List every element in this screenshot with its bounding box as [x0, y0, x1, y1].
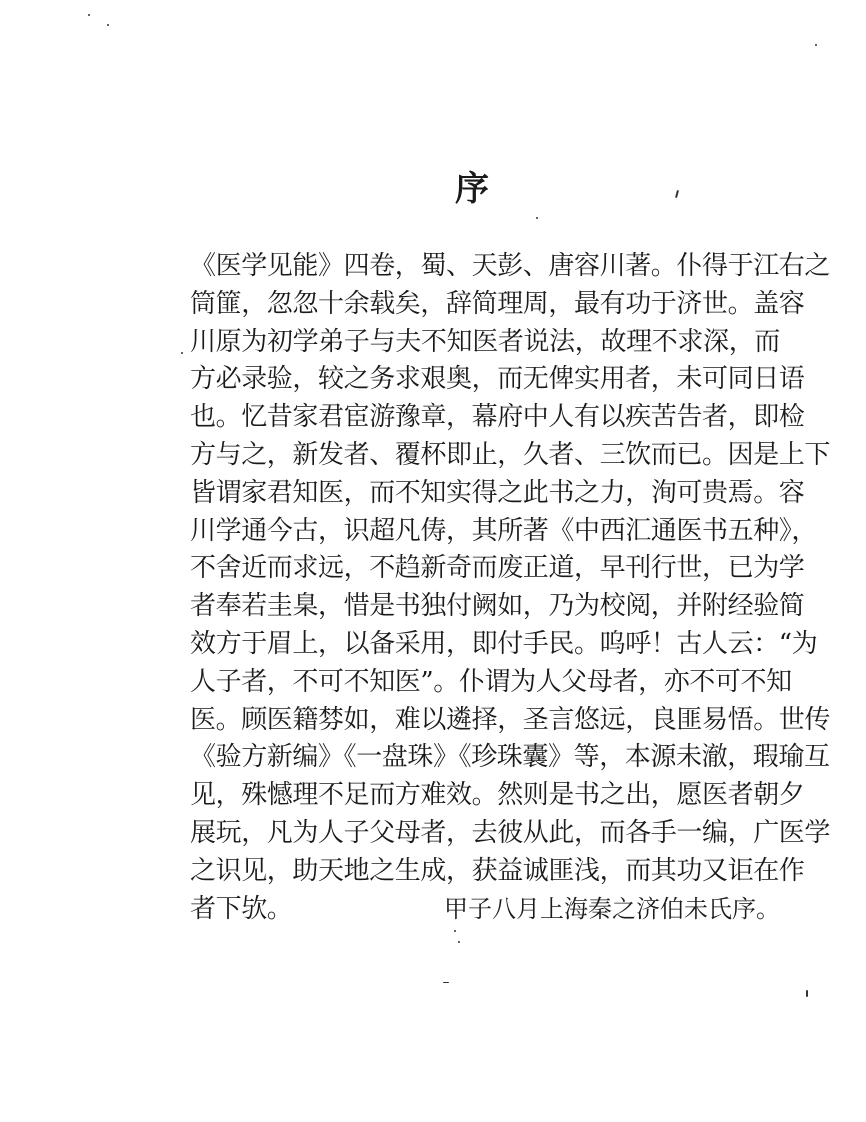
text-line: 不舍近而求远，不趋新奇而废正道，早刊行世，已为学: [190, 553, 805, 584]
text-line: 《验方新编》《一盘珠》《珍珠囊》等，本源未澈，瑕瑜互: [190, 742, 830, 773]
closing-line: [190, 891, 780, 929]
scan-speck: [454, 930, 456, 932]
text-line: 之识见，助天地之生成，获益诚匪浅，而其功又讵在作: [190, 855, 805, 886]
text-line: 也。忆昔家君宦游豫章，幕府中人有以疾苦告者，即检: [190, 402, 805, 433]
text-line: 川原为初学弟子与夫不知医者说法，故理不求深，而: [190, 326, 780, 357]
text-line: 效方于眉上，以备采用，即付手民。呜呼！古人云：“为: [190, 628, 818, 659]
page-title: 序: [455, 169, 489, 209]
closing-text: 者下欤。: [190, 893, 293, 924]
text-line: 者奉若圭臬，惜是书独付阙如，乃为校阅，并附经验简: [190, 591, 805, 622]
scan-speck: [815, 44, 817, 46]
text-line: 见，殊憾理不足而方难效。然则是书之出，愿医者朝夕: [190, 780, 805, 811]
scan-speck: [806, 990, 808, 997]
scan-speck: [458, 941, 460, 943]
text-line: 医。顾医籍棼如，难以遴择，圣言悠远，良匪易悟。世传: [190, 704, 831, 735]
text-line: 皆谓家君知医，而不知实得之此书之力，洵可贵焉。容: [190, 477, 805, 508]
text-line: 方必录验，较之务求艰奥，而无俾实用者，未可同日语: [190, 364, 805, 395]
text-line: 人子者，不可不知医”。仆谓为人父母者，亦不可不知: [190, 666, 792, 697]
preface-body: [190, 248, 831, 928]
text-line: 筒篚，忽忽十余载矣，辞简理周，最有功于济世。盖容: [190, 288, 805, 319]
text-line: 方与之，新发者、覆杯即止，久者、三饮而已。因是上下: [190, 439, 831, 470]
scan-speck: [181, 352, 183, 354]
text-line: 川学通今古，识超凡俦，其所著《中西汇通医书五种》，: [190, 515, 818, 546]
signature: 甲子八月上海秦之济伯未氏序。: [444, 894, 780, 923]
scan-speck: [675, 190, 679, 198]
scan-speck: [536, 217, 538, 219]
scan-speck: [88, 14, 90, 16]
text-line: 《医学见能》四卷，蜀、天彭、唐容川著。仆得于江右之: [190, 251, 831, 281]
scan-speck: [443, 982, 449, 983]
scan-speck: [107, 24, 109, 26]
text-line: 展玩，凡为人子父母者，去彼从此，而各手一编，广医学: [190, 817, 831, 848]
